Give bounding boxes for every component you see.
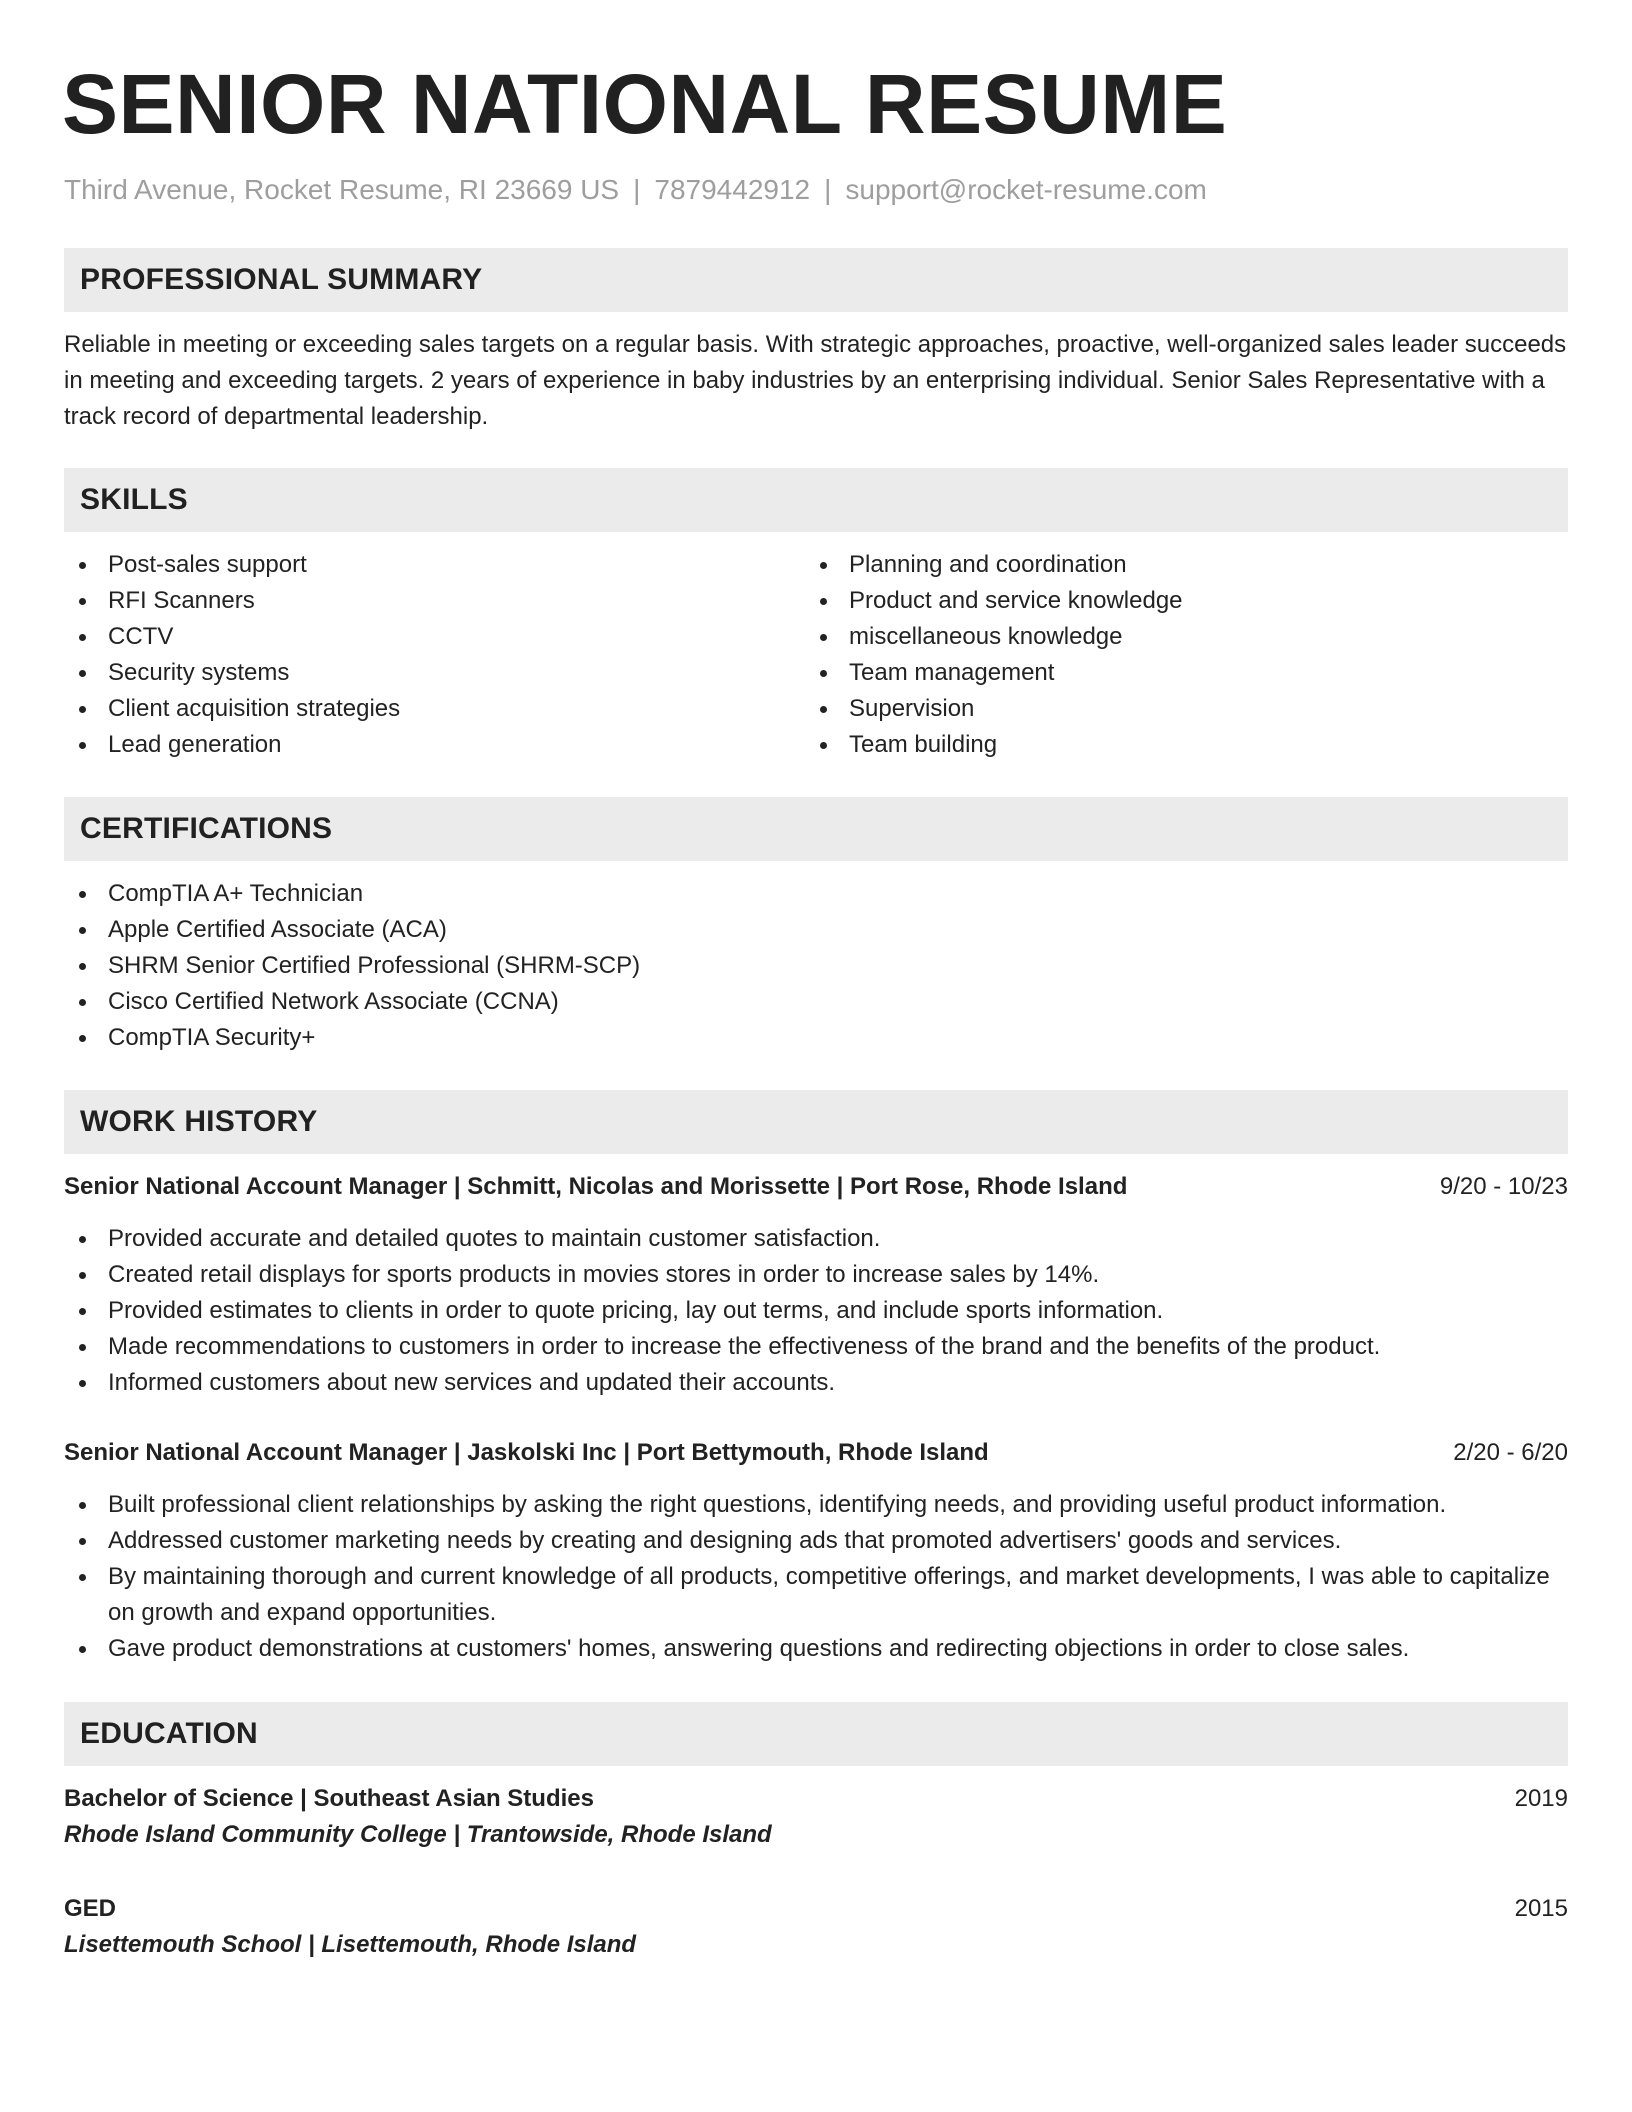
education-entry [64, 1891, 1568, 1963]
education-header [64, 1891, 1568, 1927]
job-header [64, 1169, 1568, 1205]
job-bullet: Provided accurate and detailed quotes to maintain customer satisfaction. [64, 1221, 1568, 1257]
skills-list-right [805, 547, 1546, 763]
contact-separator: | [824, 174, 832, 205]
job-bullet: Provided estimates to clients in order to quote pricing, lay out terms, and include sports information. [64, 1293, 1568, 1329]
skill-item: CCTV [64, 619, 805, 655]
job-bullet: Addressed customer marketing needs by creating and designing ads that promoted advertisers' goods and services. [64, 1523, 1568, 1559]
job-dates: 9/20 - 10/23 [1439, 1173, 1568, 1200]
certification-item: SHRM Senior Certified Professional (SHRM-SCP) [64, 948, 1568, 984]
education-degree: Bachelor of Science | Southeast Asian Studies [64, 1785, 594, 1812]
job-bullet: By maintaining thorough and current knowledge of all products, competitive offerings, and market developments, I was able to capitalize on growth and expand opportunities. [64, 1559, 1568, 1631]
skill-item: Supervision [805, 691, 1546, 727]
education-year: 2015 [1514, 1895, 1568, 1922]
contact-email: support@rocket-resume.com [845, 174, 1207, 205]
job-title: Senior National Account Manager | Jaskolski Inc | Port Bettymouth, Rhode Island [64, 1439, 989, 1466]
skill-item: Post-sales support [64, 547, 805, 583]
education-degree: GED [64, 1895, 117, 1922]
job-bullet: Informed customers about new services and updated their accounts. [64, 1365, 1568, 1401]
certification-item: CompTIA Security+ [64, 1020, 1568, 1056]
job-bullets [64, 1221, 1568, 1401]
contact-line [64, 174, 1568, 206]
skill-item: Lead generation [64, 727, 805, 763]
education-entry [64, 1781, 1568, 1853]
work-history-heading: WORK HISTORY [64, 1090, 1568, 1154]
skill-item: Planning and coordination [805, 547, 1546, 583]
certification-item: Apple Certified Associate (ACA) [64, 912, 1568, 948]
contact-phone: 7879442912 [654, 174, 811, 205]
contact-separator: | [633, 174, 641, 205]
job-bullet: Created retail displays for sports products in movies stores in order to increase sales by 14%. [64, 1257, 1568, 1293]
job-bullets [64, 1487, 1568, 1667]
skills-grid [64, 547, 1568, 763]
summary-heading: PROFESSIONAL SUMMARY [64, 248, 1568, 312]
skills-list-left [64, 547, 805, 763]
education-school: Rhode Island Community College | Trantowside, Rhode Island [64, 1821, 772, 1848]
contact-address: Third Avenue, Rocket Resume, RI 23669 US [64, 174, 620, 205]
skill-item: Product and service knowledge [805, 583, 1546, 619]
certification-item: Cisco Certified Network Associate (CCNA) [64, 984, 1568, 1020]
summary-text: Reliable in meeting or exceeding sales targets on a regular basis. With strategic approaches, proactive, well-organized sales leader succeeds in meeting and exceeding targets. 2 years of experience in baby industries by an enterprising individual. Senior Sales Representative with a track record of departmental leadership. [64, 331, 1567, 430]
skill-item: miscellaneous knowledge [805, 619, 1546, 655]
job-entry [64, 1169, 1568, 1401]
certification-item: CompTIA A+ Technician [64, 876, 1568, 912]
skill-item: Team management [805, 655, 1546, 691]
certifications-heading: CERTIFICATIONS [64, 797, 1568, 861]
job-bullet: Built professional client relationships by asking the right questions, identifying needs, and providing useful product information. [64, 1487, 1568, 1523]
resume-name: SENIOR NATIONAL RESUME [62, 57, 1228, 151]
skill-item: Security systems [64, 655, 805, 691]
education-header [64, 1781, 1568, 1817]
education-heading: EDUCATION [64, 1702, 1568, 1766]
skills-heading: SKILLS [64, 468, 1568, 532]
skill-item: Team building [805, 727, 1546, 763]
education-year: 2019 [1514, 1785, 1568, 1812]
skill-item: RFI Scanners [64, 583, 805, 619]
certifications-list [64, 876, 1568, 1056]
job-title: Senior National Account Manager | Schmitt, Nicolas and Morissette | Port Rose, Rhode Island [64, 1173, 1128, 1200]
job-header [64, 1435, 1568, 1471]
job-dates: 2/20 - 6/20 [1453, 1439, 1568, 1466]
job-bullet: Gave product demonstrations at customers' homes, answering questions and redirecting objections in order to close sales. [64, 1631, 1568, 1667]
skill-item: Client acquisition strategies [64, 691, 805, 727]
job-bullet: Made recommendations to customers in order to increase the effectiveness of the brand and the benefits of the product. [64, 1329, 1568, 1365]
job-entry [64, 1435, 1568, 1667]
education-school: Lisettemouth School | Lisettemouth, Rhode Island [64, 1931, 637, 1958]
